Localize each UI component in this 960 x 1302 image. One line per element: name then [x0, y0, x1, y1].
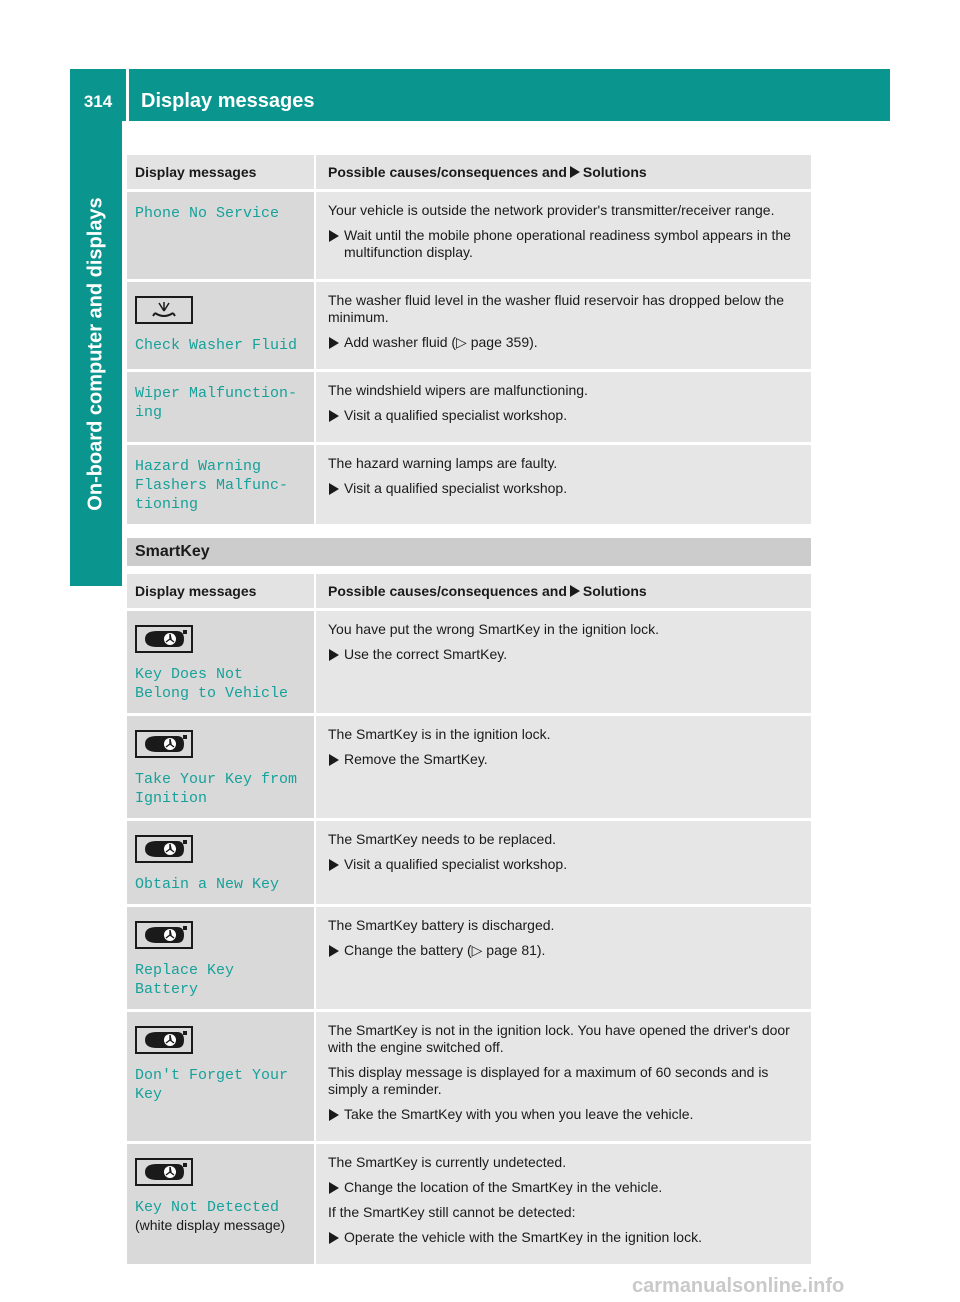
action-step: Change the battery (▷ page 81).	[328, 942, 803, 959]
section-heading	[127, 538, 811, 566]
action-step: Use the correct SmartKey.	[328, 646, 803, 663]
smartkey-icon	[135, 1026, 193, 1054]
message-cell	[127, 372, 314, 445]
message-cell	[127, 445, 314, 527]
column-header-messages: Display messages	[127, 574, 314, 611]
action-step: Change the location of the SmartKey in the vehicle.	[328, 1179, 803, 1196]
action-step: Take the SmartKey with you when you leave the vehicle.	[328, 1106, 803, 1123]
page-header	[70, 69, 890, 121]
description-text: The SmartKey battery is discharged.	[328, 917, 555, 933]
solution-cell	[314, 282, 811, 372]
solution-cell	[314, 716, 811, 821]
side-tab-label: On-board computer and displays	[84, 197, 107, 511]
page-number: 314	[83, 92, 113, 111]
solution-cell	[314, 445, 811, 527]
table-row	[127, 716, 811, 821]
arrow-icon	[570, 585, 580, 597]
description-text: The SmartKey is in the ignition lock.	[328, 726, 551, 742]
solution-cell	[314, 1144, 811, 1267]
action-step: Operate the vehicle with the SmartKey in the ignition lock.	[328, 1229, 803, 1246]
solution-cell	[314, 192, 811, 282]
display-message-text: Obtain a New Key	[135, 876, 280, 893]
display-message-text: Key Does Not Belong to Vehicle	[135, 666, 289, 702]
description-text: The SmartKey needs to be replaced.	[328, 831, 557, 847]
table-row	[127, 445, 811, 527]
action-step: Visit a qualified specialist workshop.	[328, 856, 803, 873]
table-row	[127, 372, 811, 445]
column-header-solutions: Possible causes/consequences and Solutions	[314, 155, 811, 192]
display-message-text: Phone No Service	[135, 205, 280, 222]
washer-fluid-icon	[135, 296, 193, 324]
solution-cell	[314, 372, 811, 445]
table-row	[127, 192, 811, 282]
table-body	[127, 611, 811, 1267]
column-header-solutions: Possible causes/consequences and Solutions	[314, 574, 811, 611]
message-note: (white display message)	[135, 1217, 286, 1233]
column-header-messages: Display messages	[127, 155, 314, 192]
table-row	[127, 821, 811, 907]
table-row	[127, 907, 811, 1012]
description-text: The SmartKey is currently undetected.	[328, 1154, 567, 1170]
arrow-icon	[570, 166, 580, 178]
table-row	[127, 1012, 811, 1144]
display-message-text: Wiper Malfunction‐ ing	[135, 385, 298, 421]
display-messages-table	[127, 155, 811, 527]
action-step: Add washer fluid (▷ page 359).	[328, 334, 803, 351]
table-body	[127, 192, 811, 527]
display-message-text: Don't Forget Your Key	[135, 1067, 289, 1103]
action-step: Visit a qualified specialist workshop.	[328, 480, 803, 497]
description-text: The SmartKey is not in the ignition lock. You have opened the driver's door with the engine switched off.	[328, 1022, 790, 1055]
solution-cell	[314, 611, 811, 716]
smartkey-messages-table	[127, 574, 811, 1267]
watermark: carmanualsonline.info	[632, 1275, 845, 1297]
action-step: Wait until the mobile phone operational readiness symbol appears in the multifunction display.	[328, 227, 803, 261]
table-row	[127, 611, 811, 716]
section-title: SmartKey	[135, 543, 210, 560]
solution-cell	[314, 1012, 811, 1144]
table-row	[127, 282, 811, 372]
description-text: The washer fluid level in the washer fluid reservoir has dropped below the minimum.	[328, 292, 785, 325]
smartkey-icon	[135, 921, 193, 949]
description-text: The windshield wipers are malfunctioning.	[328, 382, 588, 398]
message-cell	[127, 907, 314, 1012]
display-message-text: Take Your Key from Ignition	[135, 771, 298, 807]
display-message-text: Hazard Warning Flashers Malfunc‐ tioning	[135, 458, 289, 513]
display-message-text: Replace Key Battery	[135, 962, 235, 998]
display-message-text: Check Washer Fluid	[135, 337, 298, 354]
message-cell	[127, 1144, 314, 1267]
solution-cell	[314, 821, 811, 907]
table-row	[127, 1144, 811, 1267]
solution-cell	[314, 907, 811, 1012]
header-divider	[126, 69, 129, 121]
description-text: Your vehicle is outside the network provider's transmitter/receiver range.	[328, 202, 775, 218]
smartkey-icon	[135, 1158, 193, 1186]
message-cell	[127, 716, 314, 821]
description-text: The hazard warning lamps are faulty.	[328, 455, 558, 471]
description-text: If the SmartKey still cannot be detected:	[328, 1204, 576, 1220]
message-cell	[127, 611, 314, 716]
smartkey-icon	[135, 730, 193, 758]
description-text: This display message is displayed for a maximum of 60 seconds and is simply a reminder.	[328, 1064, 769, 1097]
message-cell	[127, 192, 314, 282]
message-cell	[127, 282, 314, 372]
description-text: You have put the wrong SmartKey in the ignition lock.	[328, 621, 660, 637]
smartkey-icon	[135, 835, 193, 863]
action-step: Remove the SmartKey.	[328, 751, 803, 768]
action-step: Visit a qualified specialist workshop.	[328, 407, 803, 424]
message-cell	[127, 821, 314, 907]
display-message-text: Key Not Detected	[135, 1199, 280, 1216]
message-cell	[127, 1012, 314, 1144]
smartkey-icon	[135, 625, 193, 653]
page-title: Display messages	[141, 90, 315, 112]
